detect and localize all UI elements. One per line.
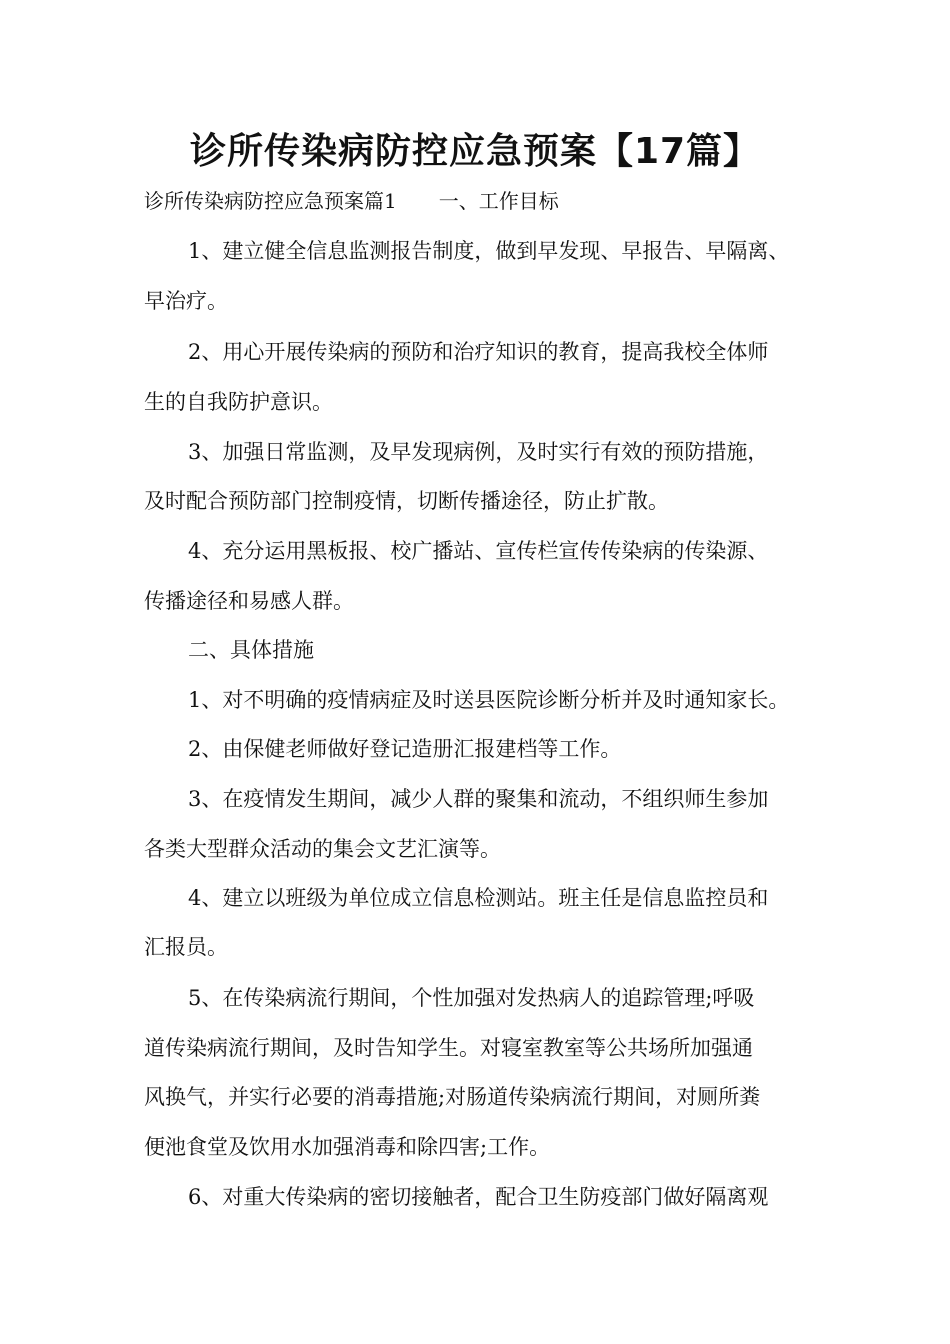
paragraph-line: 1、对不明确的疫情病症及时送县医院诊断分析并及时通知家长。 xyxy=(188,688,790,712)
section-header-row xyxy=(144,176,559,226)
paragraph-line: 4、建立以班级为单位成立信息检测站。班主任是信息监控员和 xyxy=(188,886,769,910)
paragraph-line: 2、由保健老师做好登记造册汇报建档等工作。 xyxy=(188,737,622,761)
paragraph-line: 3、在疫情发生期间，减少人群的聚集和流动，不组织师生参加 xyxy=(188,787,769,811)
paragraph-line: 5、在传染病流行期间，个性加强对发热病人的追踪管理;呼吸 xyxy=(188,986,755,1010)
section-heading-goals: 一、工作目标 xyxy=(438,189,559,213)
section-heading-measures: 二、具体措施 xyxy=(188,638,314,662)
paragraph-line: 便池食堂及饮用水加强消毒和除四害;工作。 xyxy=(144,1135,551,1159)
paragraph-line: 及时配合预防部门控制疫情，切断传播途径，防止扩散。 xyxy=(144,489,669,513)
paragraph-line: 6、对重大传染病的密切接触者，配合卫生防疫部门做好隔离观 xyxy=(188,1185,769,1209)
paragraph-line: 1、建立健全信息监测报告制度，做到早发现、早报告、早隔离、 xyxy=(188,239,790,263)
paragraph-line: 生的自我防护意识。 xyxy=(144,390,333,414)
paragraph-line: 2、用心开展传染病的预防和治疗知识的教育，提高我校全体师 xyxy=(188,340,769,364)
paragraph-line: 汇报员。 xyxy=(144,935,228,959)
paragraph-line: 各类大型群众活动的集会文艺汇演等。 xyxy=(144,837,501,861)
article-subtitle: 诊所传染病防控应急预案篇1 xyxy=(144,189,397,213)
paragraph-line: 道传染病流行期间，及时告知学生。对寝室教室等公共场所加强通 xyxy=(144,1036,753,1060)
paragraph-line: 4、充分运用黑板报、校广播站、宣传栏宣传传染病的传染源、 xyxy=(188,539,769,563)
document-title: 诊所传染病防控应急预案【17篇】 xyxy=(189,131,761,172)
paragraph-line: 传播途径和易感人群。 xyxy=(144,589,354,613)
paragraph-line: 早治疗。 xyxy=(144,289,228,313)
paragraph-line: 风换气，并实行必要的消毒措施;对肠道传染病流行期间，对厕所粪 xyxy=(144,1085,761,1109)
paragraph-line: 3、加强日常监测，及早发现病例，及时实行有效的预防措施， xyxy=(188,440,769,464)
